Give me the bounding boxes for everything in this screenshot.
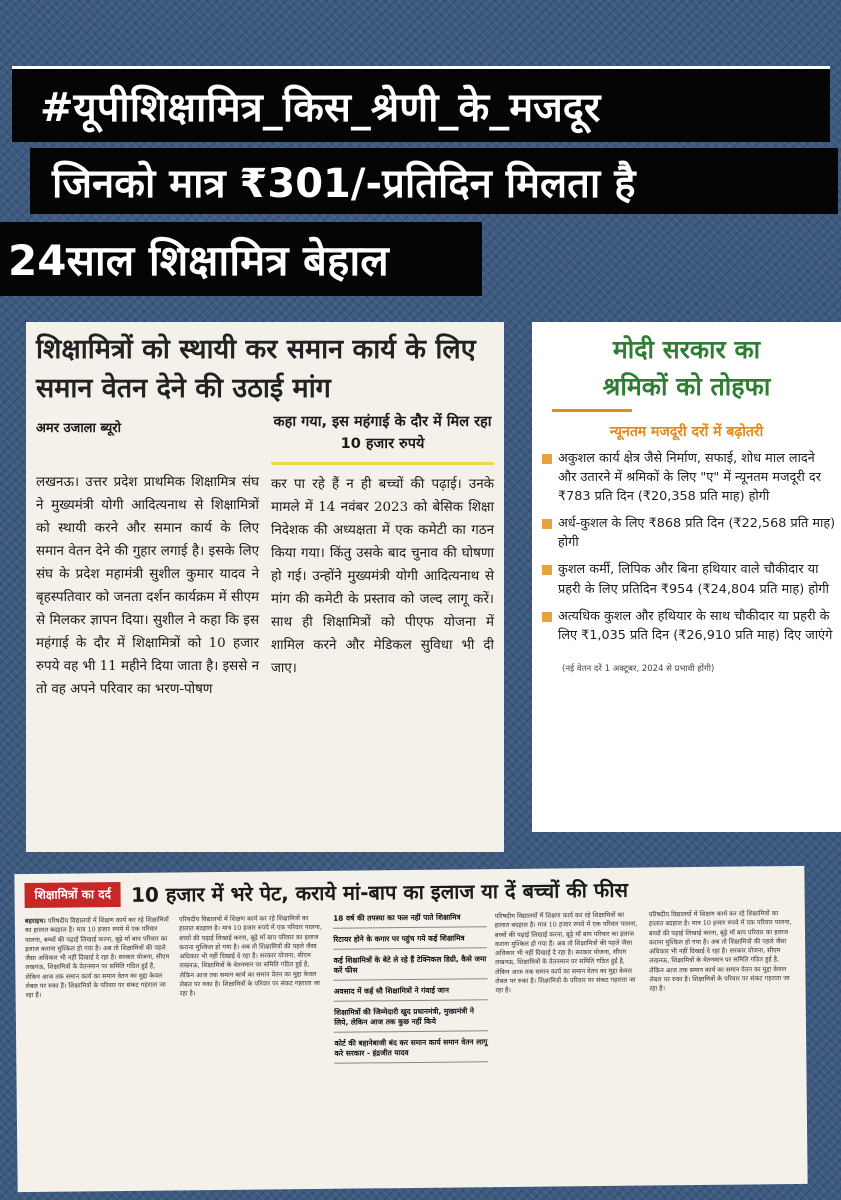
- article-col-c: [495, 911, 644, 1183]
- infographic-subtitle: न्यूनतम मजदूरी दरों में बढ़ोतरी: [609, 423, 764, 440]
- infographic-title-1: मोदी सरकार का: [612, 335, 761, 364]
- wage-item: [532, 599, 841, 645]
- article-subheads: [333, 912, 489, 1184]
- article-body-d: परिषदीय विद्यालयों में शिक्षण कार्य कर रहे शिक्षामित्रों का हालात बदहाल है। मात्र 10 हजार रुपये में एक परिवार पालना, बच्चों की पढ़ाई लिखाई करना, बूढ़े माँ बाप परिवार का इलाज कराना मुश्किल हो गया है। अब तो शिक्षामित्रों की पहले जैसा अधिकार भी नहीं दिखाई दे रहा है। सरकार योजना, सीएम लखनऊ, शिक्षामित्रों के वेतनमान पर समिति गठित हुई है, लेकिन आज तक समान कार्य का समान वेतन का मुद्दा केवल लेबल पर रुका है। शिक्षामित्रों के परिवार पर संकट गहराता जा रहा है।: [648, 909, 792, 993]
- article-body-a: परिषदीय विद्यालयों में शिक्षण कार्य कर रहे शिक्षामित्रों का हालात बदहाल है। मात्र 10 हजार रुपये में एक परिवार पालना, बच्चों की पढ़ाई लिखाई करना, बूढ़े माँ बाप परिवार का इलाज कराना मुश्किल हो गया है। अब तो शिक्षामित्रों की पहले जैसा अधिकार भी नहीं दिखाई दे रहा है। सरकार योजना, सीएम लखनऊ, शिक्षामित्रों के वेतनमान पर समिति गठित हुई है, लेकिन आज तक समान कार्य का समान वेतन का मुद्दा केवल लेबल पर रुका है। शिक्षामित्रों के परिवार पर संकट गहराता जा रहा है।: [24, 915, 170, 1000]
- article-body-2: कर पा रहे हैं न ही बच्चों की पढ़ाई। उनके मामले में 14 नवंबर 2023 को बेसिक शिक्षा निदेशक की अध्यक्षता में एक कमेटी का गठन किया गया। किंतु उसके बाद चुनाव की घोषणा हो गई। उन्होंने मुख्यमंत्री योगी आदित्यनाथ से मांग की कमेटी के प्रस्ताव को जल्द लागू करें। साथ ही शिक्षामित्रों को पीएफ योजना में शामिल करने और मेडिकल सुविधा भी दी जाए।: [271, 476, 494, 677]
- wage-item-text: अर्ध-कुशल के लिए ₹868 प्रति दिन (₹22,568 प्रति माह) होगी: [558, 516, 836, 551]
- news-clipping-amar-ujala: [26, 322, 504, 852]
- article-byline: अमर उजाला ब्यूरो: [36, 421, 121, 437]
- article-col-a: [25, 916, 174, 1188]
- article-headline: शिक्षामित्रों को स्थायी कर समान कार्य के लिए समान वेतन देने की उठाई मांग: [36, 334, 476, 405]
- subhead: 18 वर्ष की तपस्या का फल नहीं पाते शिक्षामित्र: [333, 912, 487, 929]
- banner-line-1: [12, 66, 830, 142]
- subhead: शिक्षामित्रों की जिम्मेदारी खुद प्रधानमंत्री, मुख्यमंत्री ने लिये, लेकिन आज तक कुछ नहीं किये: [334, 1006, 488, 1033]
- infographic-note: (नई वेतन दरें 1 अक्टूबर, 2024 से प्रभावी होंगी): [562, 664, 715, 675]
- wage-item-text: अत्यधिक कुशल और हथियार के साथ चौकीदार या प्रहरी के लिए ₹1,035 प्रति दिन (₹26,910 प्रति माह) दिए जाएंगे: [558, 608, 833, 643]
- bullet-square-icon: [542, 565, 552, 575]
- bullet-square-icon: [542, 612, 552, 622]
- bullet-square-icon: [542, 519, 552, 529]
- article-column-1: [36, 412, 259, 701]
- infographic-divider: [552, 409, 632, 412]
- wage-item-text: कुशल कर्मी, लिपिक और बिना हथियार वाले चौकीदार या प्रहरी के लिए प्रतिदिन ₹954 (₹24,804 प्रति माह) होगी: [558, 562, 829, 597]
- bullet-square-icon: [542, 454, 552, 464]
- banner-wage-text: जिनको मात्र ₹301/-प्रतिदिन मिलता है: [52, 160, 636, 207]
- infographic-title-2: श्रमिकों को तोहफा: [602, 371, 771, 401]
- article-body-b: परिषदीय विद्यालयों में शिक्षण कार्य कर रहे शिक्षामित्रों का हालात बदहाल है। मात्र 10 हजार रुपये में एक परिवार पालना, बच्चों की पढ़ाई लिखाई करना, बूढ़े माँ बाप परिवार का इलाज कराना मुश्किल हो गया है। अब तो शिक्षामित्रों की पहले जैसा अधिकार भी नहीं दिखाई दे रहा है। सरकार योजना, सीएम लखनऊ, शिक्षामित्रों के वेतनमान पर समिति गठित हुई है, लेकिन आज तक समान कार्य का समान वेतन का मुद्दा केवल लेबल पर रुका है। शिक्षामित्रों के परिवार पर संकट गहराता जा रहा है।: [178, 914, 322, 998]
- subhead: कोर्ट की बहानेबाजी बंद कर समान कार्य समान वेतन लागू करे सरकार - इंद्रजीत यादव: [334, 1037, 488, 1064]
- wage-infographic: [532, 322, 841, 832]
- banner-line-3: [0, 222, 482, 296]
- article-col-b: [179, 914, 328, 1186]
- wage-item-text: अकुशल कार्य क्षेत्र जैसे निर्माण, सफाई, शोध माल लादने और उतारने में श्रमिकों के लिए "ए" में न्यूनतम मजदूरी दर ₹783 प्रति दिन (₹20,358 प्रति माह) होगी: [558, 450, 821, 504]
- article-col-d: [649, 909, 798, 1181]
- wage-item: [532, 506, 841, 552]
- subhead: अवसाद में कई सौ शिक्षामित्रों ने गंवाई जान: [334, 985, 488, 1002]
- subhead: रिटायर होने के कगार पर पहुंच गये कई शिक्षामित्र: [333, 933, 487, 950]
- banner-24-years: 24साल शिक्षामित्र बेहाल: [8, 235, 389, 285]
- wage-item: [532, 441, 841, 507]
- subhead: कई शिक्षामित्रों के बेटे ले रहे हैं टेक्निकल डिग्री, कैसे जमा करें फीस: [334, 954, 488, 981]
- article-body-c: परिषदीय विद्यालयों में शिक्षण कार्य कर रहे शिक्षामित्रों का हालात बदहाल है। मात्र 10 हजार रुपये में एक परिवार पालना, बच्चों की पढ़ाई लिखाई करना, बूढ़े माँ बाप परिवार का इलाज कराना मुश्किल हो गया है। अब तो शिक्षामित्रों की पहले जैसा अधिकार भी नहीं दिखाई दे रहा है। सरकार योजना, सीएम लखनऊ, शिक्षामित्रों के वेतनमान पर समिति गठित हुई है, लेकिन आज तक समान कार्य का समान वेतन का मुद्दा केवल लेबल पर रुका है। शिक्षामित्रों के परिवार पर संकट गहराता जा रहा है।: [494, 910, 638, 995]
- banner-hashtag: #यूपीशिक्षामित्र_किस_श्रेणी_के_मजदूर: [40, 85, 601, 131]
- article-tag: शिक्षामित्रों का दर्द: [24, 882, 121, 907]
- article-headline-2: 10 हजार में भरे पेट, कराये मां-बाप का इलाज या दें बच्चों की फीस: [130, 877, 629, 907]
- article-column-2: [271, 412, 494, 701]
- news-clipping-bahraich: [14, 866, 807, 1192]
- article-subhead: कहा गया, इस महंगाई के दौर में मिल रहा 10 हजार रुपये: [271, 412, 494, 465]
- article-byline-2: बहराइच।: [24, 916, 46, 926]
- wage-item: [532, 552, 841, 598]
- banner-line-2: [30, 148, 838, 214]
- article-body-1: लखनऊ। उत्तर प्रदेश प्राथमिक शिक्षामित्र संघ ने मुख्यमंत्री योगी आदित्यनाथ से शिक्षामित्रों को स्थायी करने और समान कार्य के लिए समान वेतन देने की गुहार लगाई है। इसके लिए संघ के प्रदेश महामंत्री सुशील कुमार यादव ने बृहस्पतिवार को जनता दर्शन कार्यक्रम में सीएम से मिलकर ज्ञापन दिया। सुशील ने कहा कि इस महंगाई के दौर में शिक्षामित्रों को 10 हजार रुपये वह भी 11 महीने दिया जाता है। इससे न तो वह अपने परिवार का भरण-पोषण: [36, 474, 259, 698]
